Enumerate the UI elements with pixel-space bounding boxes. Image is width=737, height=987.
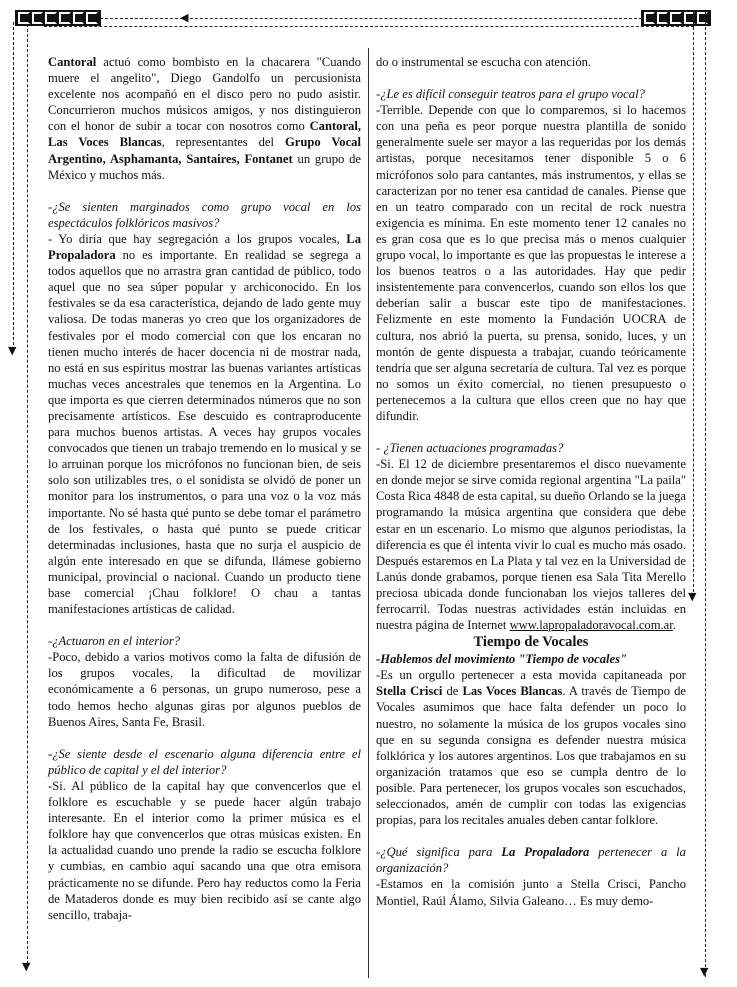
interview-question: -¿Se sienten marginados como grupo vocal en los espectáculos folklóricos masivos? [48, 199, 361, 230]
down-arrow-icon: ▼ [688, 590, 697, 603]
right-dashed-line-inner [705, 12, 706, 977]
interview-question: -Hablemos del movimiento "Tiempo de vocales" [376, 652, 627, 667]
interview-question: -¿Le es difícil conseguir teatros para el grupo vocal? [376, 87, 645, 102]
interview-question: -¿Actuaron en el interior? [48, 634, 181, 649]
right-column [376, 54, 686, 909]
down-arrow-icon: ▼ [8, 344, 17, 357]
section-title: Tiempo de Vocales [473, 634, 589, 651]
left-column [48, 54, 361, 923]
paragraph: Cantoral actuó como bombisto en la chacarera "Cuando muere el angelito", Diego Gandolfo un percusionista excelente nos acompañó en el disco pero no pudo asistir. Concurrieron muchos músicos amigos, y nos distinguieron con el honor de subir a tocar con nosotros como Cantoral, Las Voces Blancas, representantes del Grupo Vocal Argentino, Asphamanta, Santaires, Fontanet un grupo de México y muchos más. [48, 55, 361, 182]
website-link[interactable]: www.lapropaladoravocal.com.ar [509, 618, 673, 633]
column-divider [368, 48, 369, 978]
interview-answer: - Yo diría que hay segregación a los grupos vocales, La Propaladora no es importante. En realidad se segrega a todos aquellos que no arrastra gran cantidad de público, todo aquel que no sea súper popular y archiconocido. En los festivales se da esa característica, dejando de lado gente muy valiosa. De todas maneras yo creo que los organizadores de festivales por el modo comercial con que los encaran no tienen mucho interés de hacer docencia ni de mostrar nada, no está en sus espíritus mostrar las buenas variantes artísticas muchas veces ancestrales que tenemos en la Argentina. Lo que importa es que cierren determinados números que no son precisamente artísticos. Ese descuido es contraproducente para muchos buenos artistas. A veces hay grupos vocales convocados que tienen un trabajo tremendo en lo musical y se lo arruinan porque los micrófonos no funcionan bien, de seis solo son utilizables tres, o el sonidista se olvidó de poner un monitor para los instrumentos, o para una voz o la voz más importante. No sé hasta qué punto se debe tomar el parámetro de los festivales, o hasta qué punto se puede criticar determinadas inclusiones, hasta que no surja el auspicio de algún ente interesado en que se difunda, llámese gobierno municipal, provincial o nacional. Cuando un producto tiene base comercial ¡Chau folklore! O chau a tantas manifestaciones artísticas de calidad. [48, 231, 361, 617]
right-dashed-line-outer [693, 12, 694, 597]
greek-key-ornament-right [641, 10, 711, 26]
down-arrow-icon: ▼ [700, 965, 709, 978]
interview-answer: -Es un orgullo pertenecer a esta movida capitaneada por Stella Crisci de Las Voces Blancas. A través de Tiempo de Vocales asumimos que hace falta defender un poco lo nuestro, no solamente la música de los grupos vocales sino que en su segunda consigna es defender nuestra música folklórica y los autores argentinos. Los que trabajamos en su organización tratamos que eso se cumpla dentro de lo posible. Para pertenecer, los grupos vocales son escuchados, seleccionados, amén de cumplir con todas las exigencias propias, para los recitales anuales deben cantar folklore. [376, 668, 686, 828]
interview-question: - ¿Tienen actuaciones programadas? [376, 441, 564, 456]
interview-answer: -Si. Al público de la capital hay que convencerlos que el folklore es escuchable y se puede hacer algún trabajo interesante. En el interior como la primer música es el folklore hay que convencerlos que otras músicas existen. En la actualidad cuando uno prende la radio se escucha folklore y cumbias, en cambio aquí sacando una que otra emisora prácticamente no se difunde. Pero hay reductos como la Feria de Mataderos donde es muy bien recibido así se cante algo sencillo, trabaja- [48, 778, 361, 922]
paragraph: do o instrumental se escucha con atención. [376, 55, 592, 69]
left-arrow-icon: ◀ [180, 11, 189, 24]
interview-answer: -Terrible. Depende con que lo comparemos, si lo hacemos con una peña es peor porque nuestra plantilla de sonido generalmente suele ser mayor a las requeridas por los demás artistas, porque necesitamos tener disponible 5 o 6 micrófonos solo para cantantes, más instrumentos, y ellas se caracterizan por no tener esa cantidad de canales. Piense que en un teatro comparado con un recital de rock nuestra exigencia es mínima. En este momento tener 12 canales no es gran cosa que es lo que precisa más o menos cualquier grupo vocal, lo importante es que las propuestas le interese a los buenos teatros o a las autoridades. Hay que pedir insistentemente para convencerlos, cuando son ellos los que deberían salir a buscar este tipo de manifestaciones. Felizmente en este momento la Fundación UOCRA de cultura, nos abrió la puerta, su prensa, sonido, luces, y un montón de gente dispuesta a trabajar, cuando teóricamente tendría que ser alguna secretaría de cultura. Tal vez es porque no somos un éxito comercial, no tienen presupuesto o pertenecemos a la cultura que ellos creen que no hay que difundir. [376, 103, 686, 423]
second-dashed-line [44, 26, 694, 27]
interview-question: -¿Se siente desde el escenario alguna diferencia entre el público de capital y el del interior? [48, 746, 361, 777]
left-dashed-line-outer [13, 22, 14, 350]
interview-answer: -Estamos en la comisión junto a Stella Crisci, Pancho Montiel, Raúl Álamo, Silvia Galeano… Es muy demo- [376, 877, 686, 908]
interview-answer: -Si. El 12 de diciembre presentaremos el disco nuevamente en donde mejor se sirve comida regional argentina "La paila" Costa Rica 4848 de esta capital, su dueño Orlando se la juega programando la música argentina que considera que debe estar en un escenario. Lo mismo que algunos periodistas, la diferencia es que él intenta vivir lo cual es mucho más osado. Después estaremos en La Plata y tal vez en la Universidad de Lanús donde grabamos, porque tienen esa Sala Tita Merello preciosa ubicada donde funcionaban los viejos talleres del ferrocarril. Todas nuestras actividades están incluidas en nuestra página de Internet www.lapropaladoravocal.com.ar. [376, 457, 686, 633]
down-arrow-icon: ▼ [22, 960, 31, 973]
interview-question: -¿Qué significa para La Propaladora pertenecer a la organización? [376, 845, 686, 876]
interview-answer: -Poco, debido a varios motivos como la falta de difusión de los grupos vocales, la dificultad de movilizar económicamente a 6 personas, un grupo numeroso, pese a todo hemos hecho algunas giras por algunos pueblos de Buenos Aires, Santa Fe, Brasil. [48, 650, 361, 729]
left-dashed-line-inner [27, 24, 28, 964]
